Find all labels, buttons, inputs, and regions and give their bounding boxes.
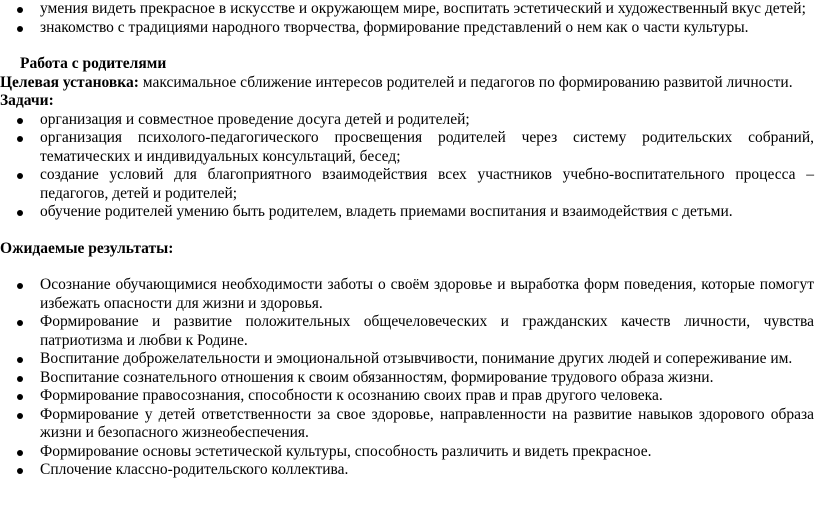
list-item	[0, 387, 816, 406]
list-item-text: организация и совместное проведение досуга детей и родителей;	[40, 110, 470, 128]
goal-label: Целевая установка:	[0, 73, 139, 91]
list-item	[0, 203, 816, 222]
list-item	[0, 443, 816, 462]
list-item-text: Воспитание сознательного отношения к своим обязанностям, формирование трудового образа жизни.	[40, 368, 714, 386]
parents-section-heading: Работа с родителями	[20, 55, 167, 72]
spacer	[0, 37, 816, 55]
list-item	[0, 19, 816, 38]
list-item-text: знакомство с традициями народного творчества, формирование представлений о нем как о части культуры.	[40, 18, 749, 36]
list-item-text: Формирование правосознания, способности к осознанию своих прав и прав другого человека.	[40, 387, 663, 404]
bullet-icon	[17, 283, 23, 289]
list-item-text: создание условий для благоприятного взаимодействия всех участников учебно-воспитательного процесса – педагогов, детей и родителей;	[40, 166, 814, 202]
list-item-text: Осознание обучающимися необходимости заботы о своём здоровье и выработка форм поведения, которые помогут избежать опасности для жизни и здоровья.	[40, 276, 814, 312]
list-item-text: Формирование и развитие положительных общечеловеческих и гражданских качеств личности, чувства патриотизма и любви к Родине.	[40, 313, 814, 349]
list-item	[0, 406, 816, 443]
list-item-text: Формирование основы эстетической культуры, способность различить и видеть прекрасное.	[40, 442, 652, 460]
list-item	[0, 369, 816, 388]
list-item	[0, 276, 816, 313]
results-section-heading: Ожидаемые результаты:	[0, 239, 174, 257]
bullet-icon	[17, 118, 23, 124]
bullet-icon	[17, 394, 23, 400]
goal-text: максимальное сближение интересов родителей и педагогов по формированию развитой личности.	[138, 73, 793, 91]
bullet-icon	[17, 210, 23, 216]
list-item-text: Формирование у детей ответственности за свое здоровье, направленности на развитие навыков здорового образа жизни и безопасного жизнеобеспечения.	[40, 405, 814, 441]
list-item-text: организация психолого-педагогического просвещения родителей через систему родительских собраний, тематических и индивидуальных консультаций, бесед;	[40, 129, 814, 165]
bullet-icon	[17, 136, 23, 142]
intro-list	[0, 0, 816, 37]
list-item	[0, 111, 816, 130]
results-list	[0, 276, 816, 480]
list-item	[0, 129, 816, 166]
list-item-text: Сплочение классно-родительского коллектива.	[40, 461, 349, 478]
list-item	[0, 313, 816, 350]
bullet-icon	[17, 173, 23, 179]
tasks-label: Задачи:	[0, 92, 54, 109]
tasks-list	[0, 111, 816, 222]
spacer	[0, 258, 816, 276]
bullet-icon	[17, 468, 23, 474]
bullet-icon	[17, 413, 23, 419]
bullet-icon	[17, 320, 23, 326]
bullet-icon	[17, 26, 23, 32]
list-item-text: Воспитание доброжелательности и эмоциональной отзывчивости, понимание других людей и сопереживание им.	[40, 350, 793, 367]
bullet-icon	[17, 450, 23, 456]
goal-statement	[0, 74, 816, 93]
list-item	[0, 166, 816, 203]
bullet-icon	[17, 7, 23, 13]
list-item-text: умения видеть прекрасное в искусстве и окружающем мире, воспитать эстетический и художественный вкус детей;	[40, 0, 806, 17]
list-item	[0, 461, 816, 480]
bullet-icon	[17, 376, 23, 382]
list-item	[0, 0, 816, 19]
bullet-icon	[17, 357, 23, 363]
list-item	[0, 350, 816, 369]
spacer	[0, 222, 816, 240]
list-item-text: обучение родителей умению быть родителем, владеть приемами воспитания и взаимодействия с детьми.	[40, 203, 733, 220]
